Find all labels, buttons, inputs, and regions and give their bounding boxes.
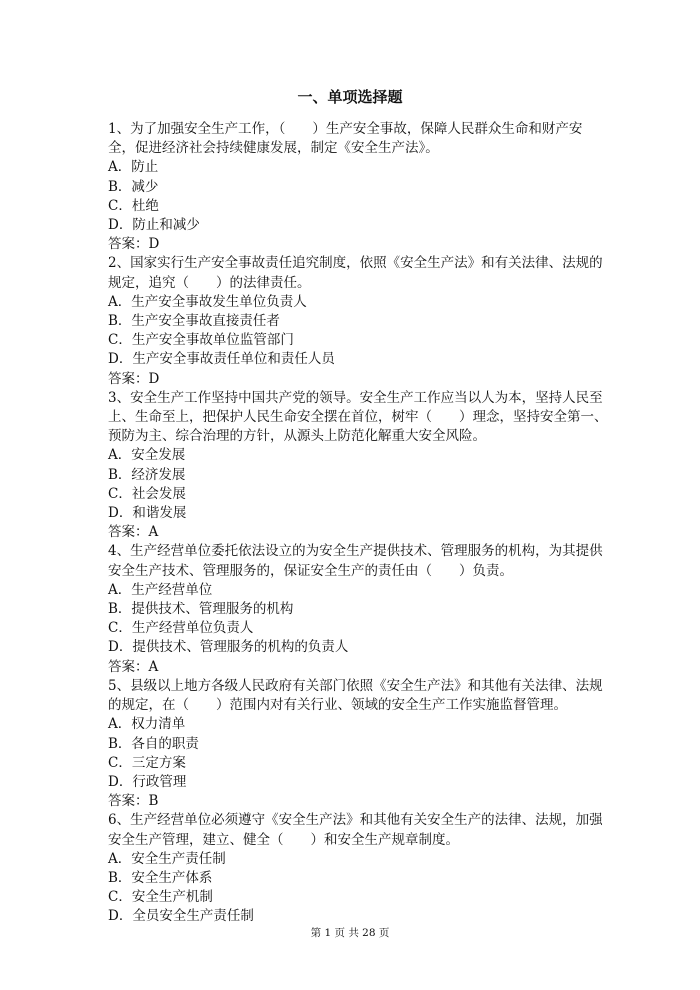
option-b: B．经济发展 bbox=[108, 466, 186, 483]
answer: 答案：B bbox=[108, 793, 159, 810]
option-c: C．生产安全事故单位监管部门 bbox=[108, 332, 294, 349]
option-b: B．安全生产体系 bbox=[108, 869, 213, 886]
question-text: 3、安全生产工作坚持中国共产党的领导。安全生产工作应当以人为本，坚持人民至上、生命至上，把保护人民生命安全摆在首位，树牢（ ）理念，坚持安全第一、预防为主、综合治理的方针，从源头上防范化解重大安全风险。 bbox=[108, 389, 608, 445]
question-block bbox=[108, 120, 608, 254]
option-d: D．全员安全生产责任制 bbox=[108, 908, 254, 925]
question-block bbox=[108, 677, 608, 811]
option-c: C．三定方案 bbox=[108, 754, 186, 771]
option-b: B．减少 bbox=[108, 178, 159, 195]
option-c: C．安全生产机制 bbox=[108, 889, 213, 906]
option-d: D．生产安全事故责任单位和责任人员 bbox=[108, 351, 335, 368]
option-a: A．安全发展 bbox=[108, 447, 186, 464]
page-number: 第 1 页 共 28 页 bbox=[310, 927, 390, 939]
option-a: A．安全生产责任制 bbox=[108, 850, 226, 867]
option-d: D．行政管理 bbox=[108, 773, 187, 790]
answer: 答案：A bbox=[108, 658, 159, 675]
option-a: A．生产安全事故发生单位负责人 bbox=[108, 293, 307, 310]
question-block bbox=[108, 811, 608, 926]
answer: 答案：D bbox=[108, 370, 160, 387]
option-d: D．和谐发展 bbox=[108, 505, 187, 522]
answer: 答案：A bbox=[108, 524, 159, 541]
section-title: 一、单项选择题 bbox=[297, 88, 403, 106]
question-block bbox=[108, 542, 608, 676]
option-c: C．生产经营单位负责人 bbox=[108, 620, 254, 637]
question-block bbox=[108, 389, 608, 543]
option-a: A．生产经营单位 bbox=[108, 581, 213, 598]
option-b: B．提供技术、管理服务的机构 bbox=[108, 601, 294, 618]
question-text: 4、生产经营单位委托依法设立的为安全生产提供技术、管理服务的机构，为其提供安全生产技术、管理服务的，保证安全生产的责任由（ ）负责。 bbox=[108, 543, 603, 579]
answer: 答案：D bbox=[108, 236, 160, 253]
option-d: D．提供技术、管理服务的机构的负责人 bbox=[108, 639, 349, 656]
option-c: C．杜绝 bbox=[108, 197, 159, 214]
option-c: C．社会发展 bbox=[108, 485, 186, 502]
question-text: 6、生产经营单位必须遵守《安全生产法》和其他有关安全生产的法律、法规，加强安全生产管理，建立、健全（ ）和安全生产规章制度。 bbox=[108, 812, 603, 848]
option-b: B．各自的职责 bbox=[108, 735, 199, 752]
question-text: 1、为了加强安全生产工作，（ ）生产安全事故，保障人民群众生命和财产安全，促进经济社会持续健康发展，制定《安全生产法》。 bbox=[108, 121, 583, 157]
question-text: 2、国家实行生产安全事故责任追究制度，依照《安全生产法》和有关法律、法规的规定，追究（ ）的法律责任。 bbox=[108, 255, 603, 291]
option-d: D．防止和减少 bbox=[108, 217, 200, 234]
question-block bbox=[108, 254, 608, 388]
option-a: A．防止 bbox=[108, 159, 159, 176]
question-text: 5、县级以上地方各级人民政府有关部门依照《安全生产法》和其他有关法律、法规的规定，在（ ）范围内对有关行业、领域的安全生产工作实施监督管理。 bbox=[108, 677, 603, 714]
option-a: A．权力清单 bbox=[108, 716, 186, 733]
option-b: B．生产安全事故直接责任者 bbox=[108, 313, 280, 330]
question-list bbox=[108, 120, 608, 927]
